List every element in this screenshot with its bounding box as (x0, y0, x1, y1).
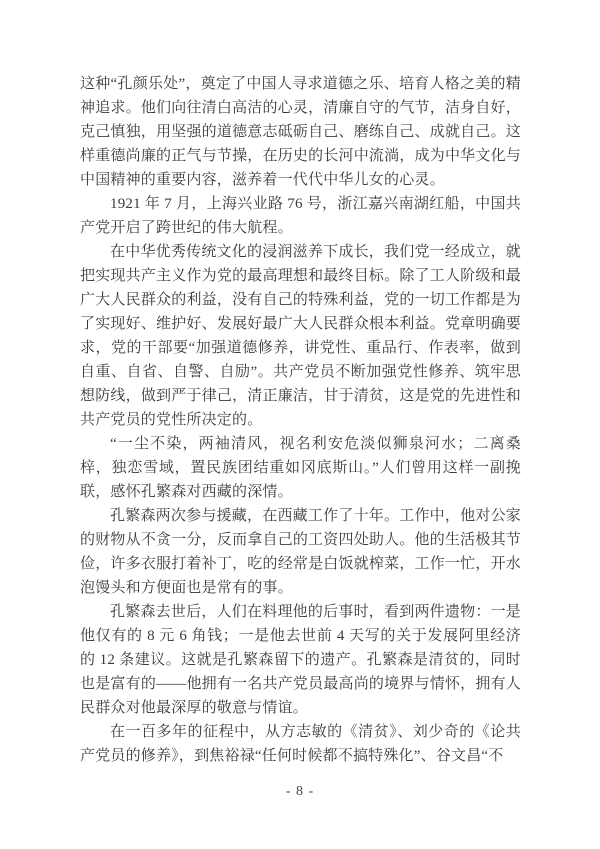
paragraph: 孔繁森两次参与援藏，在西藏工作了十年。工作中，他对公家的财物从不贪一分，反而拿自己的工资四处助人。他的生活极其节俭，许多衣服打着补丁，吃的经常是白饭就榨菜，工作一忙，开水泡馒头和方便面也是常有的事。 (80, 508, 521, 596)
paragraph: 1921 年 7 月，上海兴业路 76 号，浙江嘉兴南湖红船，中国共产党开启了跨世纪的伟大航程。 (80, 196, 521, 236)
document-body (80, 72, 521, 768)
page-footer (0, 782, 600, 800)
paragraph: 孔繁森去世后，人们在料理他的后事时，看到两件遗物：一是他仅有的 8 元 6 角钱；一是他去世前 4 天写的关于发展阿里经济的 12 条建议。这就是孔繁森留下的遗产。孔繁森是清贫的，同时也是富有的——他拥有一名共产党员最高尚的境界与情怀，拥有人民群众对他最深厚的敬意与情谊。 (80, 604, 521, 716)
paragraph: “一尘不染，两袖清风，视名利安危淡似狮泉河水；二离桑梓，独恋雪域，置民族团结重如冈底斯山。”人们曾用这样一副挽联，感怀孔繁森对西藏的深情。 (80, 436, 521, 500)
paragraph: 在一百多年的征程中，从方志敏的《清贫》、刘少奇的《论共产党员的修养》，到焦裕禄“任何时候都不搞特殊化”、谷文昌“不 (80, 724, 521, 764)
paragraph: 这种“孔颜乐处”，奠定了中国人寻求道德之乐、培育人格之美的精神追求。他们向往清白高洁的心灵，清廉自守的气节，洁身自好，克己慎独，用坚强的道德意志砥砺自己、磨练自己、成就自己。这样重德尚廉的正气与节操，在历史的长河中流淌，成为中华文化与中国精神的重要内容，滋养着一代代中华儿女的心灵。 (80, 76, 521, 188)
paragraph: 在中华优秀传统文化的浸润滋养下成长，我们党一经成立，就把实现共产主义作为党的最高理想和最终目标。除了工人阶级和最广大人民群众的利益，没有自己的特殊利益，党的一切工作都是为了实现好、维护好、发展好最广大人民群众根本利益。党章明确要求，党的干部要“加强道德修养，讲党性、重品行、作表率，做到自重、自省、自警、自励”。共产党员不断加强党性修养、筑牢思想防线，做到严于律己，清正廉洁，甘于清贫，这是党的先进性和共产党员的党性所决定的。 (80, 244, 521, 428)
page-number: - 8 - (285, 784, 315, 799)
